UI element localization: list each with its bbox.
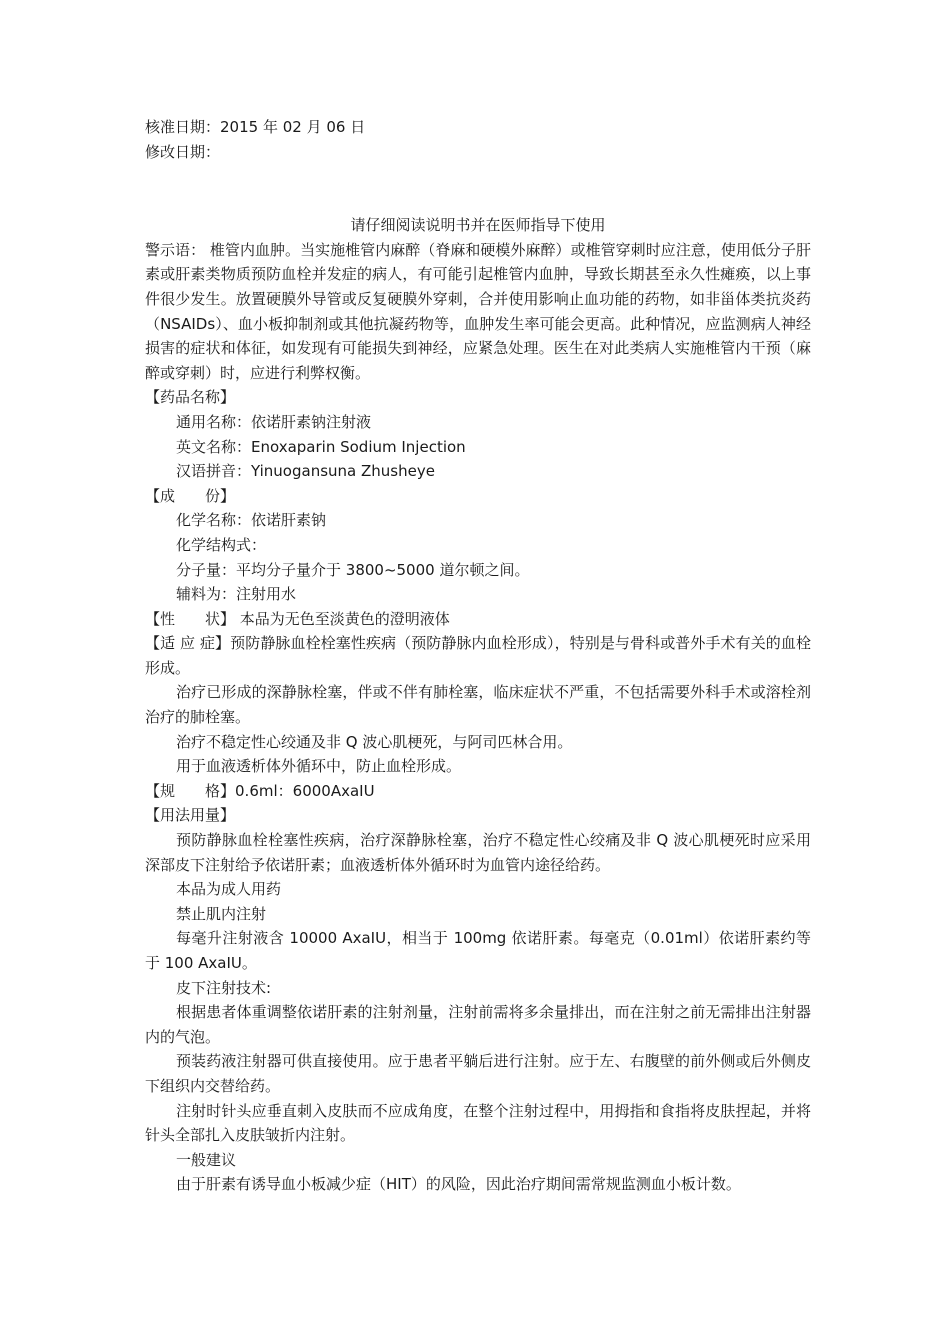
molecular-weight: 分子量：平均分子量介于 3800~5000 道尔顿之间。: [176, 560, 530, 579]
revision-date: 修改日期：: [145, 142, 221, 161]
indication-item: 预防静脉血栓栓塞性疾病（预防静脉内血栓形成），特别是与骨科或普外手术有关的血栓形成。: [145, 634, 811, 677]
dosage-heading: 【用法用量】: [145, 806, 236, 825]
dosage-paragraph: 本品为成人用药: [176, 880, 282, 899]
warning-paragraph: 警示语： 椎管内血肿。当实施椎管内麻醉（脊麻和硬模外麻醉）或椎管穿刺时应注意，使用低分子肝素或肝素类物质预防血栓并发症的病人，有可能引起椎管内血肿，导致长期甚至永久性瘫痪，以上事件很少发生。放置硬膜外导管或反复硬膜外穿刺，合并使用影响止血功能的药物，如非甾体类抗炎药（NSAIDs）、血小板抑制剂或其他抗凝药物等，血肿发生率可能会更高。此种情况，应监测病人神经损害的症状和体征，如发现有可能损失到神经，应紧急处理。医生在对此类病人实施椎管内干预（麻醉或穿刺）时，应进行利弊权衡。: [145, 240, 811, 382]
composition-heading: 【成 份】: [145, 486, 236, 505]
dosage-paragraph: 注射时针头应垂直刺入皮肤而不应成角度，在整个注射过程中，用拇指和食指将皮肤捏起，并将针头全部扎入皮肤皱折内注射。: [145, 1101, 811, 1145]
appearance-heading: 【性 状】: [145, 609, 236, 628]
dosage-paragraph: 皮下注射技术:: [176, 978, 272, 997]
indication-item: 用于血液透析体外循环中，防止血栓形成。: [176, 757, 462, 776]
generic-name: 通用名称：依诺肝素钠注射液: [176, 412, 372, 431]
specification-row: [145, 779, 811, 804]
dosage-paragraph: 禁止肌内注射: [176, 904, 267, 923]
indications-row: [145, 631, 811, 680]
pinyin-name: 汉语拼音：Yinuogansuna Zhusheye: [176, 462, 435, 481]
specification-text: 0.6ml：6000AxaIU: [235, 781, 375, 800]
specification-heading: 【规 格】: [145, 781, 236, 800]
dosage-paragraph: 预防静脉血栓栓塞性疾病，治疗深静脉栓塞，治疗不稳定性心绞痛及非 Q 波心肌梗死时应采用深部皮下注射给予依诺肝素；血液透析体外循环时为血管内途径给药。: [145, 831, 811, 874]
dosage-paragraph: 一般建议: [176, 1150, 237, 1169]
dosage-paragraph: 由于肝素有诱导血小板减少症（HIT）的风险，因此治疗期间需常规监测血小板计数。: [176, 1175, 741, 1194]
appearance-row: [145, 607, 811, 632]
indications-heading: 【适 应 症】: [145, 634, 231, 653]
indication-item: 治疗已形成的深静脉栓塞，伴或不伴有肺栓塞，临床症状不严重，不包括需要外科手术或溶栓剂治疗的肺栓塞。: [145, 683, 811, 727]
drug-name-heading: 【药品名称】: [145, 388, 236, 407]
dosage-paragraph: 每毫升注射液含 10000 AxaIU，相当于 100mg 依诺肝素。每毫克（0.01ml）依诺肝素约等于 100 AxaIU。: [145, 929, 811, 972]
excipient: 辅料为：注射用水: [176, 585, 297, 604]
document-page: [145, 115, 811, 1197]
indication-item: 治疗不稳定性心绞通及非 Q 波心肌梗死，与阿司匹林合用。: [176, 732, 573, 751]
approval-date: 核准日期：2015 年 02 月 06 日: [145, 118, 366, 136]
chemical-name: 化学名称：依诺肝素钠: [176, 511, 327, 530]
appearance-text: 本品为无色至淡黄色的澄明液体: [235, 609, 450, 628]
chemical-structure: 化学结构式：: [176, 535, 267, 554]
english-name: 英文名称：Enoxaparin Sodium Injection: [176, 437, 466, 456]
document-title: 请仔细阅读说明书并在医师指导下使用: [350, 216, 606, 235]
spacer: [145, 164, 811, 213]
dosage-paragraph: 根据患者体重调整依诺肝素的注射剂量，注射前需将多余量排出，而在注射之前无需排出注射器内的气泡。: [145, 1003, 811, 1046]
dosage-paragraph: 预装药液注射器可供直接使用。应于患者平躺后进行注射。应于左、右腹壁的前外侧或后外侧皮下组织内交替给药。: [145, 1052, 811, 1095]
